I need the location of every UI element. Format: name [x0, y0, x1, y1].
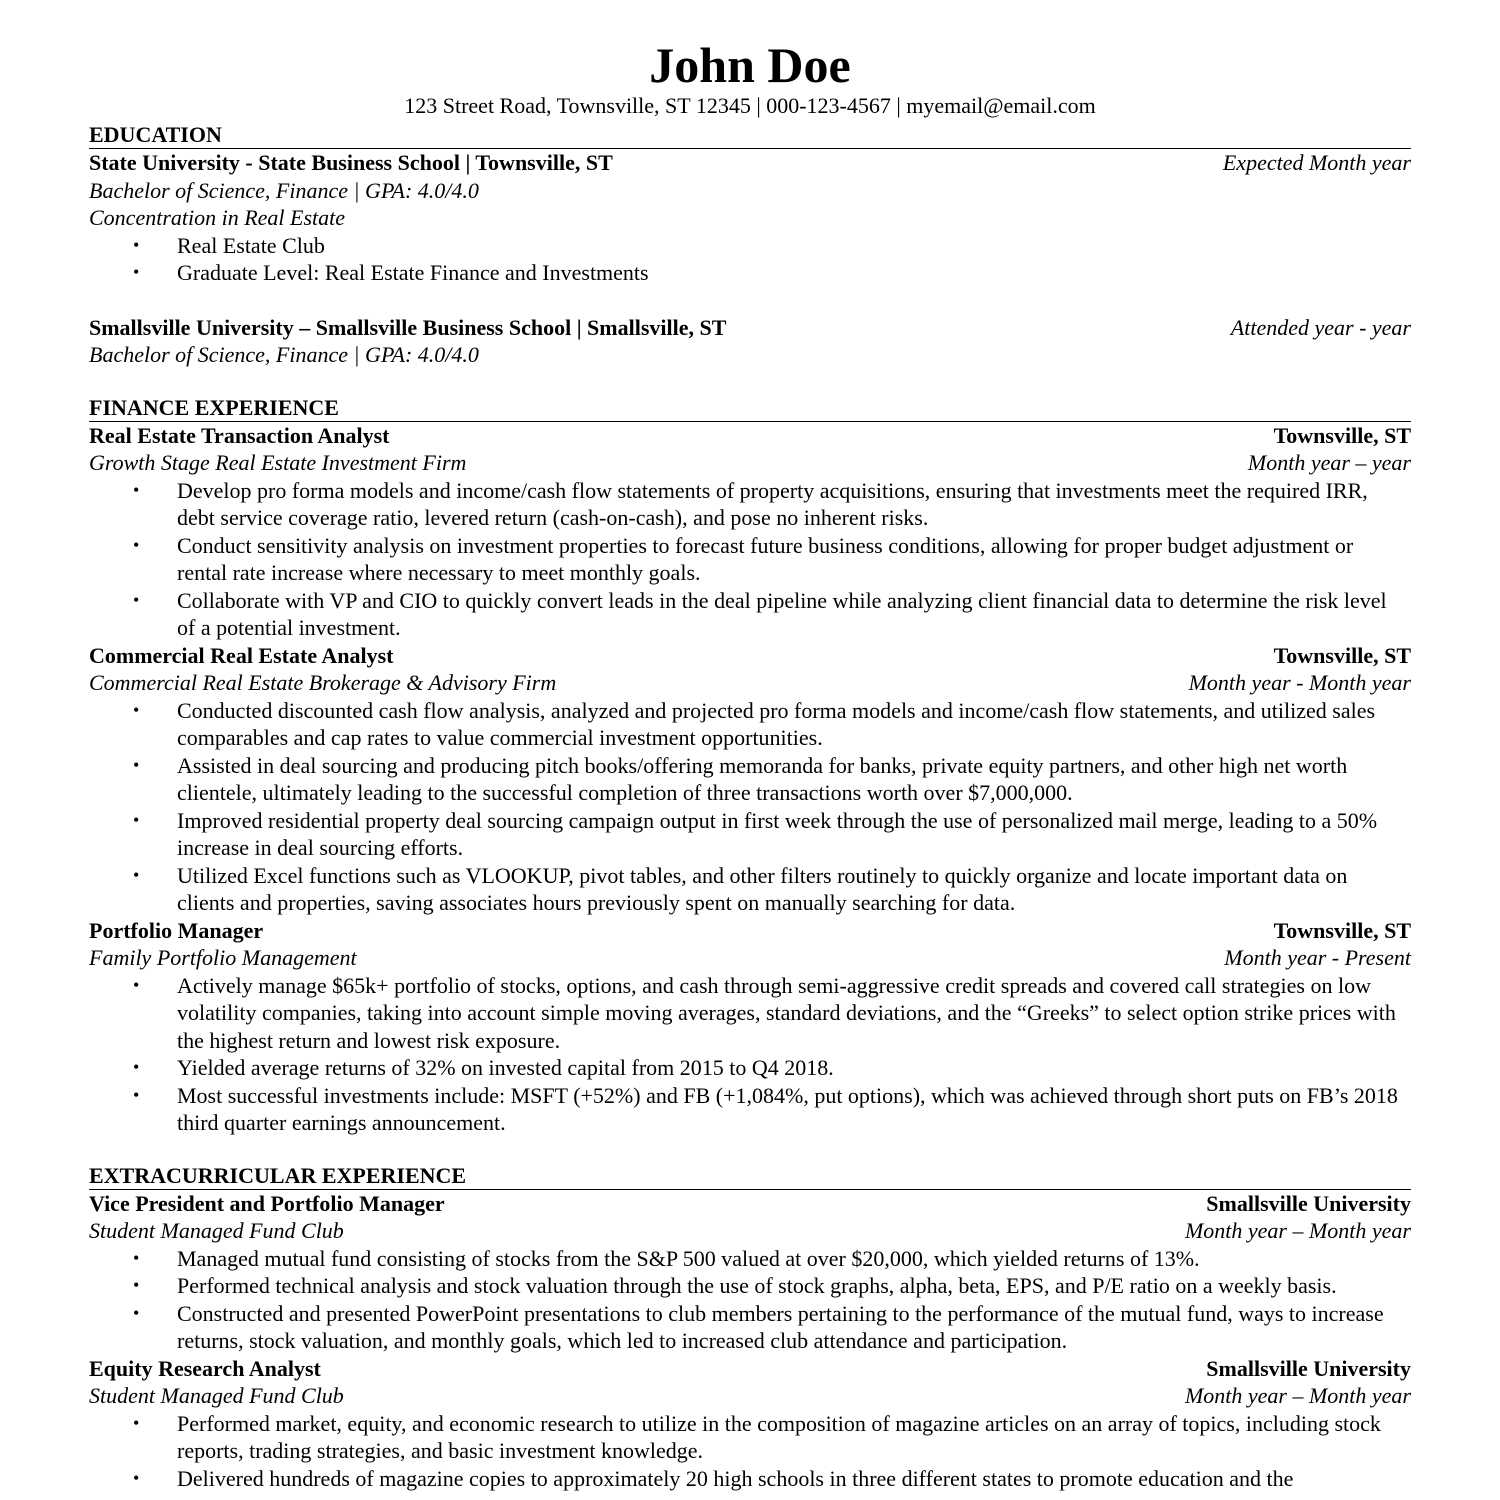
bullet-icon: • [133, 589, 140, 610]
job-bullet-list [89, 972, 1411, 1137]
list-item: • Managed mutual fund consisting of stocks from the S&P 500 valued at over $20,000, which yielded returns of 13%. [133, 1245, 1200, 1271]
list-item: • Graduate Level: Real Estate Finance and Investments [133, 260, 649, 285]
job-location: Smallsville University [1206, 1190, 1411, 1216]
job-header [89, 422, 1411, 450]
job-header [89, 1190, 1411, 1218]
job-role: Portfolio Manager [89, 917, 264, 943]
job-header [89, 917, 1411, 945]
bullet-icon: • [133, 974, 140, 995]
job-role: Commercial Real Estate Analyst [89, 642, 394, 668]
list-item: • Delivered hundreds of magazine copies to approximately 20 high schools in three different states to promote education and the [133, 1465, 1294, 1491]
bullet-icon: • [133, 699, 140, 720]
job-date: Month year – year [1247, 450, 1411, 475]
list-item: • Conducted discounted cash flow analysis, analyzed and projected pro forma models and income/cash flow statements, and utilized sales comparables and cap rates to value commercial investment opportunities. [133, 697, 1376, 750]
job-subheader [89, 1382, 1411, 1410]
section-title-extracurricular: EXTRACURRICULAR EXPERIENCE [89, 1163, 1411, 1190]
bullet-icon: • [133, 809, 140, 830]
job-location: Townsville, ST [1273, 642, 1411, 668]
bullet-icon: • [133, 754, 140, 775]
job-org: Commercial Real Estate Brokerage & Advisory Firm [89, 670, 557, 695]
education-entry-header [89, 314, 1411, 342]
bullet-icon: • [133, 234, 140, 255]
concentration-line: Concentration in Real Estate [89, 205, 346, 230]
bullet-icon: • [133, 1247, 140, 1268]
bullet-icon: • [133, 1084, 140, 1105]
job-org: Family Portfolio Management [89, 945, 357, 970]
job-location: Townsville, ST [1273, 422, 1411, 448]
list-item: • Improved residential property deal sourcing campaign output in first week through the use of personalized mail merge, leading to a 50% increase in deal sourcing efforts. [133, 807, 1378, 860]
bullet-icon: • [133, 864, 140, 885]
degree-line: Bachelor of Science, Finance | GPA: 4.0/4.0 [89, 177, 479, 203]
job-bullet-list [89, 697, 1411, 917]
job-subheader [89, 449, 1411, 477]
job-location: Smallsville University [1206, 1355, 1411, 1381]
job-role: Vice President and Portfolio Manager [89, 1190, 445, 1216]
list-item: • Yielded average returns of 32% on invested capital from 2015 to Q4 2018. [133, 1055, 834, 1080]
list-item: • Develop pro forma models and income/cash flow statements of property acquisitions, ensuring that investments meet the required IRR, debt service coverage ratio, levered return (cash-on-cash), and pose no inherent risks. [133, 477, 1368, 530]
education-date: Attended year - year [1230, 314, 1411, 340]
job-org: Student Managed Fund Club [89, 1218, 344, 1243]
school-name: Smallsville University – Smallsville Business School | Smallsville, ST [89, 314, 727, 340]
job-bullet-list [89, 1245, 1411, 1355]
bullet-icon: • [133, 1302, 140, 1323]
section-title-education: EDUCATION [89, 122, 1411, 149]
list-item: • Performed market, equity, and economic research to utilize in the composition of magazine articles on an array of topics, including stock reports, trading strategies, and basic investment knowledge. [133, 1410, 1381, 1463]
job-header [89, 642, 1411, 670]
list-item: • Performed technical analysis and stock valuation through the use of stock graphs, alpha, beta, EPS, and P/E ratio on a weekly basis. [133, 1273, 1337, 1298]
education-bullet-list [89, 232, 1411, 287]
list-item: • Utilized Excel functions such as VLOOKUP, pivot tables, and other filters routinely to quickly organize and locate important data on clients and properties, saving associates hours previously spent on manually searching for data. [133, 862, 1348, 915]
job-subheader [89, 1217, 1411, 1245]
job-bullet-list [89, 477, 1411, 642]
job-role: Real Estate Transaction Analyst [89, 422, 390, 448]
education-entry-header [89, 149, 1411, 177]
bullet-icon: • [133, 262, 140, 282]
bullet-icon: • [133, 1057, 140, 1077]
job-date: Month year - Present [1224, 945, 1411, 970]
job-date: Month year – Month year [1184, 1383, 1411, 1408]
school-name: State University - State Business School | Townsville, ST [89, 150, 613, 175]
list-item: • Actively manage $65k+ portfolio of stocks, options, and cash through semi-aggressive credit spreads and covered call strategies on low volatility companies, taking into account simple moving averages, standard deviations, and the “Greeks” to select option strike prices with the highest return and lowest risk exposure. [133, 972, 1396, 1053]
bullet-icon: • [133, 534, 140, 555]
list-item: • Collaborate with VP and CIO to quickly convert leads in the deal pipeline while analyzing client financial data to determine the risk level of a potential investment. [133, 587, 1387, 640]
job-subheader [89, 669, 1411, 697]
bullet-icon: • [133, 1412, 140, 1433]
bullet-icon: • [133, 479, 140, 500]
education-date: Expected Month year [1222, 150, 1411, 175]
job-location: Townsville, ST [1273, 917, 1411, 943]
degree-line: Bachelor of Science, Finance | GPA: 4.0/4.0 [89, 342, 479, 367]
candidate-name: John Doe [649, 37, 851, 93]
job-bullet-list [89, 1410, 1411, 1493]
list-item: • Real Estate Club [133, 232, 325, 258]
bullet-icon: • [133, 1275, 140, 1295]
job-org: Growth Stage Real Estate Investment Firm [89, 450, 467, 475]
job-date: Month year - Month year [1188, 670, 1411, 695]
list-item: • Conduct sensitivity analysis on investment properties to forecast future business conditions, allowing for proper budget adjustment or rental rate increase where necessary to meet monthly goals. [133, 532, 1354, 585]
bullet-icon: • [133, 1467, 140, 1488]
job-header [89, 1355, 1411, 1383]
list-item: • Assisted in deal sourcing and producing pitch books/offering memoranda for banks, private equity partners, and other high net worth clientele, ultimately leading to the successful completion of three transactions worth over $7,000,000. [133, 752, 1348, 805]
job-date: Month year – Month year [1184, 1218, 1411, 1243]
job-subheader [89, 944, 1411, 972]
job-role: Equity Research Analyst [89, 1355, 321, 1381]
section-title-finance: FINANCE EXPERIENCE [89, 395, 1411, 422]
contact-line: 123 Street Road, Townsville, ST 12345 | 000-123-4567 | myemail@email.com [404, 93, 1096, 118]
resume-page [89, 34, 1411, 1492]
list-item: • Constructed and presented PowerPoint presentations to club members pertaining to the performance of the mutual fund, ways to increase returns, stock valuation, and monthly goals, which led to increased club attendance and participation. [133, 1300, 1384, 1353]
job-org: Student Managed Fund Club [89, 1383, 344, 1408]
list-item: • Most successful investments include: MSFT (+52%) and FB (+1,084%, put options), which was achieved through short puts on FB’s 2018 third quarter earnings announcement. [133, 1082, 1398, 1135]
